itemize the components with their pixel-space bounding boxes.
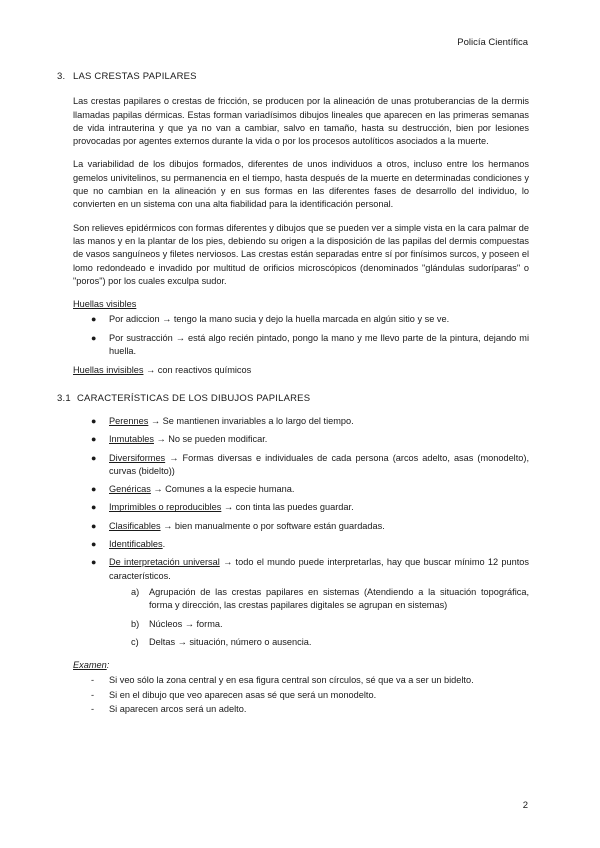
sublist-item: c) Deltas → situación, número o ausencia.	[131, 636, 312, 647]
list-item: ● Perennes → Se mantienen invariables a lo largo del tiempo.	[73, 415, 529, 428]
bullet-icon: ●	[91, 557, 97, 568]
exam-heading: Examen:	[73, 660, 110, 671]
list-item: ● Genéricas → Comunes a la especie humana.	[73, 483, 529, 496]
bullet-icon: ●	[91, 484, 97, 495]
list-item: ● Identificables.	[73, 538, 529, 551]
subsection-heading	[57, 392, 529, 405]
sublist-item: a) Agrupación de las crestas papilares en sistemas (Atendiendo a la situación topográfica, forma y dirección, las crestas papilares digitales se agrupan en sistemas)	[131, 586, 529, 611]
bullet-icon: ●	[91, 434, 97, 445]
bullet-icon: ●	[91, 332, 97, 343]
sublist-item: b) Núcleos → forma.	[131, 618, 223, 629]
section-heading	[57, 70, 529, 83]
paragraph-1: Las crestas papilares o crestas de fricción, se producen por la alineación de unas protuberancias de la dermis llamadas papilas dérmicas. Estas forman variadísimos dibujos lineales que aparecen en las primeras semanas de vida intrauterina y que ya no van a cambiar, salvo en tamaño, hasta su destrucción, bien por lesiones provocadas por agentes externos durante la vida o por los procesos autolíticos asociados a la muerte.	[73, 96, 529, 147]
list-item: ● Diversiformes → Formas diversas e individuales de cada persona (arcos adelto, asas (monodelto), curvas (bidelto))	[91, 452, 529, 476]
list-item: - Si veo sólo la zona central y en esa figura central son círculos, sé que va a ser un bidelto.	[73, 674, 529, 687]
visible-prints-title: Huellas visibles	[73, 299, 137, 310]
lettered-sublist	[109, 586, 529, 649]
dash-icon: -	[91, 703, 95, 714]
dash-icon: -	[91, 689, 95, 700]
list-item: - Si aparecen arcos será un adelto.	[73, 703, 529, 716]
bullet-icon: ●	[91, 415, 97, 426]
list-item: ● Por sustracción → está algo recién pintado, pongo la mano y me llevo parte de la pintura, dejando mi huella.	[91, 332, 529, 357]
visible-prints-list	[73, 313, 529, 358]
paragraph-3: Son relieves epidérmicos con formas diferentes y dibujos que se pueden ver a simple vista en la cara palmar de las manos y en la plantar de los pies, debiendo su origen a la disposición de las papilas del dermis compuestas de vasos sanguíneos y filetes nerviosos. Las crestas están separadas entre sí por finísimos surcos, y poseen el lomo redondeado e invadido por multitud de orificios microscópicos (denominados "glándulas sudoríparas" o "poros") por los cuales exculpa sudor.	[73, 222, 529, 286]
dash-icon: -	[91, 675, 95, 686]
section-number: 3.	[57, 71, 66, 82]
subsection-title: CARACTERÍSTICAS DE LOS DIBUJOS PAPILARES	[77, 392, 311, 404]
exam-list	[73, 674, 529, 716]
list-item: ● Imprimibles o reproducibles → con tinta las puedes guardar.	[73, 501, 529, 514]
list-item: ● Inmutables → No se pueden modificar.	[73, 433, 529, 446]
bullet-icon: ●	[91, 314, 97, 325]
bullet-icon: ●	[91, 520, 97, 531]
list-item: ● Clasificables → bien manualmente o por software están guardadas.	[73, 520, 529, 533]
bullet-icon: ●	[91, 452, 97, 463]
list-item: ● Por adiccion → tengo la mano sucia y dejo la huella marcada en algún sitio y se ve.	[73, 313, 529, 326]
list-item: - Si en el dibujo que veo aparecen asas sé que será un monodelto.	[73, 689, 529, 702]
page-number: 2	[522, 800, 528, 811]
page-header: Policía Científica	[457, 37, 528, 48]
bullet-icon: ●	[91, 539, 97, 550]
characteristics-list	[73, 415, 529, 649]
section-title: LAS CRESTAS PAPILARES	[73, 71, 197, 82]
bullet-icon: ●	[91, 502, 97, 513]
invisible-prints-line: Huellas invisibles → con reactivos químicos	[73, 365, 252, 376]
document-body	[57, 70, 529, 717]
paragraph-2: La variabilidad de los dibujos formados, diferentes de unos individuos a otros, incluso entre los hermanos gemelos univitelinos, su permanencia en el tiempo, hasta después de la muerte en determinadas condiciones y que no cambian en la alineación y en sus formas en las diferentes fases de desarrollo del individuo, lo convierten en un sistema con una alta fiabilidad para la identificación personal.	[73, 159, 529, 210]
subsection-number: 3.1	[57, 392, 71, 404]
list-item: ● De interpretación universal → todo el mundo puede interpretarlas, hay que buscar mínimo 12 puntos característicos. a) Agrupación de las crestas papilares en sistemas (Atendiendo a la situación topográfica, forma y dirección, las crestas papilares digitales se agrupan en sistemas) b) Núcleos → forma. c) Deltas → situación, número o ausencia.	[73, 556, 529, 649]
